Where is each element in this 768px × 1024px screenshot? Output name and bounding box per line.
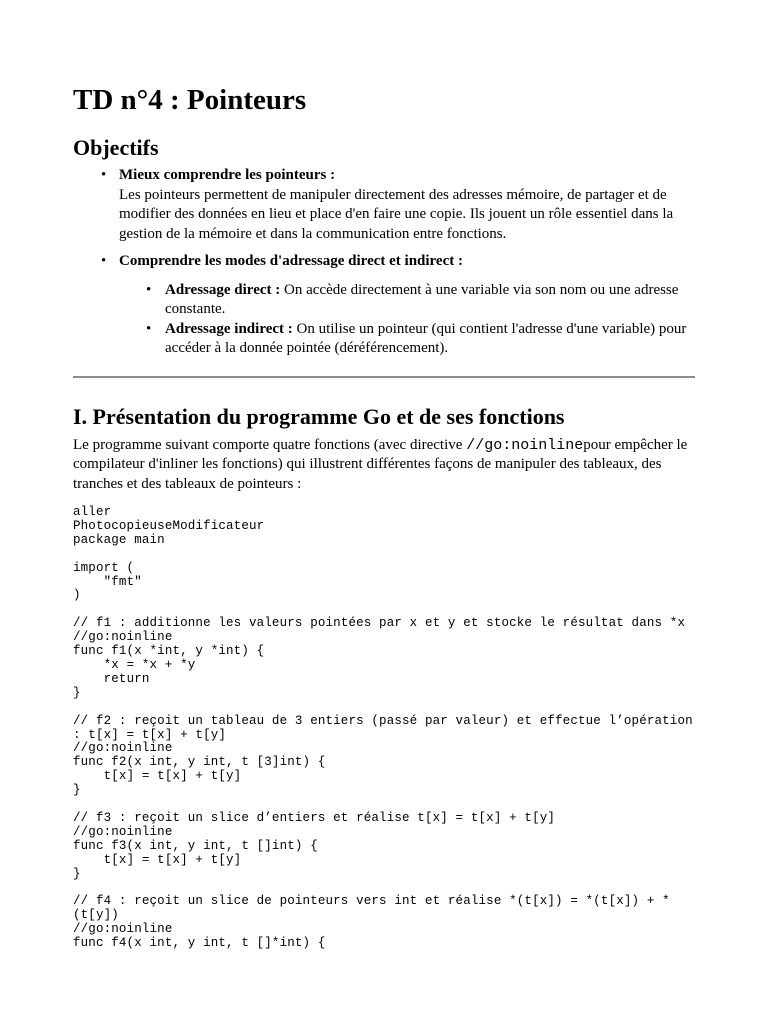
subitem-label: Adressage indirect :: [165, 320, 293, 337]
objectifs-list: [73, 166, 695, 359]
objectif-item-adressage: [101, 252, 695, 359]
intro-text-before: Le programme suivant comporte quatre fonctions (avec directive: [73, 436, 467, 453]
objectifs-heading: Objectifs: [73, 135, 159, 160]
subitem-text: On accède directement à une variable via son nom ou une adresse constante.: [165, 281, 679, 317]
objectif-label: Mieux comprendre les pointeurs :: [119, 167, 336, 183]
document-page: [73, 80, 695, 951]
page-title: TD n°4 : Pointeurs: [73, 84, 307, 116]
code-block: aller PhotocopieuseModificateur package main import ( "fmt" ) // f1 : additionne les valeurs pointées par x et y et stocke le résultat dans *x //go:noinline func f1(x *int, y *int) { *x = *x + *y return } // f2 : reçoit un tableau de 3 entiers (passé par valeur) et effectue l’opération : t[x] = t[x] + t[y] //go:noinline func f2(x int, y int, t [3]int) { t[x] = t[x] + t[y] } // f3 : reçoit un slice d’entiers et réalise t[x] = t[x] + t[y] //go:noinline func f3(x int, y int, t []int) { t[x] = t[x] + t[y] } // f4 : reçoit un slice de pointeurs vers int et réalise *(t[x]) = *(t[x]) + *(t[y]) //go:noinline func f4(x int, y int, t []*int) {: [73, 505, 693, 951]
bullet-icon: •: [101, 253, 107, 269]
subitem-adressage-indirect: [146, 320, 695, 359]
objectif-text: Les pointeurs permettent de manipuler directement des adresses mémoire, de partager et de modifier des données en lieu et place d'en faire une copie. Ils jouent un rôle essentiel dans la gestion de la mémoire et dans la communication entre fonctions.: [119, 186, 674, 242]
objectif-label: Comprendre les modes d'adressage direct et indirect :: [119, 253, 463, 269]
bullet-icon: •: [146, 281, 152, 298]
subitem-label: Adressage direct :: [165, 281, 281, 298]
objectif-item-pointeurs: [101, 166, 695, 244]
section-divider: [73, 376, 695, 378]
inline-code: //go:noinline: [466, 436, 584, 454]
section-heading: I. Présentation du programme Go et de ses fonctions: [73, 403, 565, 429]
intro-text-after: pour empêcher le compilateur d'inliner les fonctions) qui illustrent différentes façons de manipuler des tableaux, des tranches et des tableaux de pointeurs :: [73, 436, 688, 492]
bullet-icon: •: [101, 167, 107, 183]
section-intro: [73, 436, 695, 495]
subitem-adressage-direct: [146, 281, 695, 320]
subitem-text: On utilise un pointeur (qui contient l'adresse d'une variable) pour accéder à la donnée pointée (déréférencement).: [165, 320, 687, 356]
adressage-sublist: [119, 281, 695, 359]
bullet-icon: •: [146, 320, 152, 337]
